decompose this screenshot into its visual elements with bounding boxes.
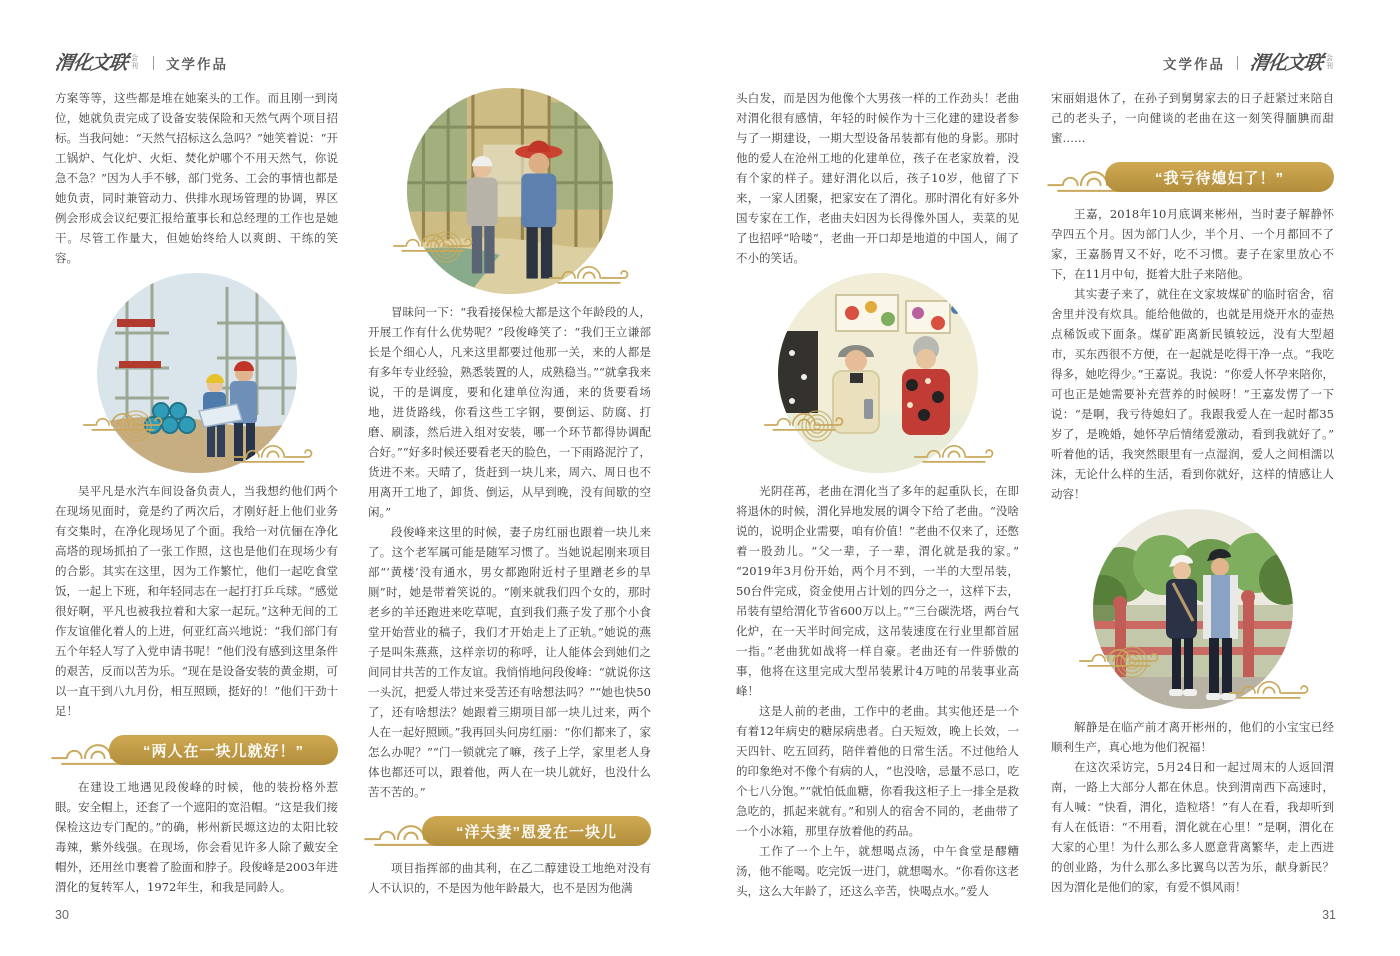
photo-young-couple-image bbox=[1093, 509, 1293, 709]
header-divider bbox=[1237, 56, 1238, 70]
photo-plant-couple bbox=[97, 273, 297, 473]
page-31 bbox=[700, 0, 1400, 956]
column-2 bbox=[368, 88, 651, 898]
paragraph: 吴平凡是水汽车间设备负责人，当我想约他们两个在现场见面时，竟是约了两次后，才刚好赶上他们业务有交集时，在净化现场见了个面。我给一对伉俪在净化高塔的现场抓拍了一张工作照，这也是他们在现场少有的合影。其实在这里，因为工作繁忙，他们一起吃食堂饭，一起上下班，和年轻同志在一起打打乒乓球。“感觉很好啊，平凡也被我拉着和大家一起玩。”这种无间的工作友谊催化着人的上进，何亚红高兴地说：“我们部门有五个年轻人写了入党申请书呢！”他们没有感到这里条件的艰苦，反而以苦为乐。“现在是设备安装的黄金期，可以一直干到八九月份，相互照顾，挺好的！”他们干劲十足！ bbox=[55, 484, 338, 718]
paragraph: 工作了一个上午，就想喝点汤，中午食堂是醪糟汤，他不能喝。吃完饭一进门，就想喝水。“你看你这老头，这么大年龄了，还这么辛苦，快喝点水。”爱人 bbox=[736, 844, 1019, 898]
section-heading-pill: “我亏待媳妇了！” bbox=[1105, 162, 1334, 192]
page-header-left bbox=[0, 50, 700, 76]
page-number-31: 31 bbox=[1322, 908, 1336, 922]
logo-subtitle: 会刊 bbox=[1326, 55, 1333, 71]
section-heading-3 bbox=[1051, 160, 1334, 194]
header-divider bbox=[153, 56, 154, 70]
left-page-columns bbox=[0, 88, 700, 898]
paragraph: 其实妻子来了，就住在文家坡煤矿的临时宿舍，宿舍里并没有炊具。能给他做的，也就是用烧开水的壶热点稀饭或下面条。煤矿距离新民镇较远，没有大型超市，买东西很不方便，在一起就是吃得干净一点。“我吃得多，她吃得少。”王嘉说。我说：“你爱人怀孕来陪你，可也正是她需要补充营养的时候呀！”王嘉发愣了一下说：“是啊，我亏待媳妇了。我跟我爱人在一起时都35岁了，是晚婚，她怀孕后情绪爱激动，看到我就好了。”听着他的话，我突然眼里有一点湿润，爱人之间相濡以沫，无论什么样的生活，看到你就好，这样的情感让人动容！ bbox=[1051, 287, 1334, 501]
magazine-logo bbox=[1248, 51, 1336, 74]
paragraph: 在这次采访完，5月24日和一起过周末的人返回渭南，一路上大部分人都在休息。快到渭南西下高速时，有人喊：“快看，渭化，造粒塔！”有人在看，我却听到有人在低语：“不用看，渭化就在心里！”是啊，渭化在大家的心里！为什么那么多人愿意背离繁华，走上西进的创业路，为什么那么多比翼鸟以苦为乐，献身新民？因为渭化是他们的家，有爱不惧风雨！ bbox=[1051, 760, 1334, 894]
column-3 bbox=[736, 88, 1019, 901]
paragraph: 段俊峰来这里的时候，妻子房红丽也跟着一块儿来了。这个老军属可能是随军习惯了。当她说起刚来项目部“‘黄楼’没有通水，男女都跑附近村子里蹭老乡的旱厕”时，她是带着笑说的。“刚来就我们四个女的，那时老乡的羊还跑进来吃草呢，直到我们燕子发了那个小食堂开始营业的稿子，我们才开始走上了正轨。”她说的燕子是叫朱燕燕，这样亲切的称呼，让人能体会到她们之间同甘共苦的工作友谊。我悄悄地问段俊峰：“就说你这一头沉，把爱人带过来受苦还有啥想法吗？”“她也快50了，还有啥想法？她跟着三期项目部一块儿过来，两个人在一起好照顾。”我再回头问房红丽：“你们都来了，家怎么办呢？”“门一锁就完了嘛，孩子上学，家里老人身体也都还可以，跟着他，两人在一块儿就好，也没什么苦不苦的。” bbox=[368, 525, 651, 799]
paragraph: 头白发，而是因为他像个大男孩一样的工作劲头！老曲对渭化很有感情，年轻的时候作为十三化建的建设者参与了一期建设，一期大型设备吊装都有他的身影。那时他的爱人在沧州工地的化建单位，孩子在老家放着，没有个家的样子。建好渭化以后，孩子10岁，他留了下来，一家人团聚，把家安在了渭化。那时渭化有好多外国专家在工作，老曲夫妇因为长得像外国人，卖菜的见了也招呼“哈喽”，老曲一开口却是地道的中国人，闹了不小的笑话。 bbox=[736, 91, 1019, 265]
section-title: 文学作品 bbox=[1162, 57, 1225, 72]
page-header-right bbox=[700, 50, 1400, 76]
paragraph: 冒昧问一下：“我看接保检大都是这个年龄段的人，开展工作有什么优势呢？”段俊峰笑了：“我们王立谦部长是个细心人，凡来这里都要过他那一关，来的人都是有多年专业经验，熟悉装置的人，成熟稳当。”“就拿我来说，干的是调度，要和化建单位沟通，来的货要看场地，进货路线，你看这些工字钢，要倒运、防腐、打磨、刷漆，然后进入组对安装，哪一个环节都得协调配合好。”“好多时候还要看老天的脸色，一下雨路泥泞了，货进不来。天晴了，货赶到一块儿来，周六、周日也不用离开工地了，卸货、倒运，从早到晚，没有间歇的空闲。” bbox=[368, 305, 651, 519]
paragraph: 光阴荏苒，老曲在渭化当了多年的起重队长，在即将退休的时候，渭化异地发展的调令下给了老曲。“没啥说的，说明企业需要，咱有价值！”老曲不仅来了，还憋着一股劲儿。“父一辈，子一辈，渭化就是我的家。”“2019年3月份开始，两个月不到，一半的大型吊装，50台件完成，资金使用占计划的四分之一，这样下去，吊装有望给渭化节省600万以上。”“三台碳洗塔，两台气化炉，在一天半时间完成，这吊装速度在行业里都首屈一指。”老曲犹如战将一样自豪。老曲还有一件骄傲的事，他将在这里完成大型吊装累计4万吨的吊装事业高峰！ bbox=[736, 484, 1019, 698]
right-page-columns bbox=[700, 88, 1400, 901]
photo-elderly-couple bbox=[778, 273, 978, 473]
magazine-logo bbox=[53, 51, 141, 74]
paragraph: 方案等等，这些都是堆在她案头的工作。而且刚一到岗位，她就负责完成了设备安装保险和天然气两个项目招标。当我问她：“天然气招标这么急吗？”她笑着说：“开工锅炉、气化炉、火炬、焚化炉哪个不用天然气，你说急不急？”因为人手不够，部门党务、工会的事情也都是她负责，同时兼管动力、供排水现场管理的协调，界区例会形成会议纪要汇报给董事长和总经理的工作也是她干。尽管工作量大，但她始终给人以爽朗、干练的笑容。 bbox=[55, 91, 338, 265]
section-heading-1 bbox=[55, 733, 338, 767]
paragraph: 在建设工地遇见段俊峰的时候，他的装扮格外惹眼。安全帽上，还套了一个遮阳的宽沿帽。“这是我们接保检这边专门配的。”的确，彬州新民塬这边的太阳比较毒辣，紫外线强。在现场，你会看见许多人除了戴安全帽外，还用丝巾裹着了脸面和脖子。段俊峰是2003年进渭化的复转军人，1972年生，和我是同龄人。 bbox=[55, 780, 338, 894]
paragraph: 这是人前的老曲，工作中的老曲。其实他还是一个有着12年病史的糖尿病患者。白天短效，晚上长效，一天四针、吃五回药，陪伴着他的日常生活。不过他给人的印象绝对不像个有病的人，“也没啥，忌量不忌口，吃个七八分饱。”“就怕低血糖，你看我这柜子上一排全是救急吃的，抓起来就有。”和别人的宿舍不同的，老曲带了一个小冰箱，那里存放着他的药品。 bbox=[736, 704, 1019, 838]
section-title: 文学作品 bbox=[166, 57, 229, 72]
paragraph: 宋丽娟退休了，在孙子到舅舅家去的日子赶紧过来陪自己的老头子，一向健谈的老曲在这一刻笑得腼腆而甜蜜…… bbox=[1051, 91, 1334, 145]
photo-site-couple bbox=[407, 88, 613, 294]
paragraph: 解静是在临产前才离开彬州的，他们的小宝宝已经顺利生产，真心地为他们祝福！ bbox=[1051, 720, 1334, 754]
photo-elderly-couple-image bbox=[778, 273, 978, 473]
photo-site-couple-image bbox=[407, 88, 613, 294]
section-heading-2 bbox=[368, 814, 651, 848]
photo-young-couple bbox=[1093, 509, 1293, 709]
paragraph: 项目指挥部的曲其利，在乙二醇建设工地绝对没有人不认识的，不是因为他年龄最大，也不是因为他满 bbox=[368, 861, 651, 895]
paragraph: 王嘉，2018年10月底调来彬州，当时妻子解静怀孕四五个月。因为部门人少，半个月、一个月都回不了家，王嘉肠胃又不好，吃不习惯。妻子在家里放心不下，在11月中旬，挺着大肚子来陪他。 bbox=[1051, 207, 1334, 281]
section-heading-pill: “两人在一块儿就好！” bbox=[109, 735, 338, 765]
page-number-30: 30 bbox=[55, 908, 69, 922]
column-1 bbox=[55, 88, 338, 898]
logo-subtitle: 会刊 bbox=[131, 55, 139, 71]
logo-script-text: 渭化文联 bbox=[1248, 51, 1324, 74]
section-heading-pill: “洋夫妻”恩爱在一块儿 bbox=[422, 816, 651, 846]
logo-script-text: 渭化文联 bbox=[53, 51, 129, 74]
photo-plant-couple-image bbox=[97, 273, 297, 473]
column-4 bbox=[1051, 88, 1334, 901]
